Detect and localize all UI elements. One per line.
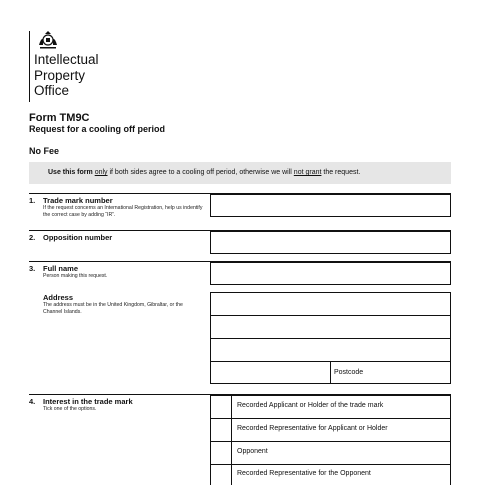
usage-notice-banner — [29, 162, 451, 184]
interest-option-2-label: Recorded Representative for Applicant or Holder — [237, 425, 388, 432]
interest-option-1-checkbox[interactable] — [211, 396, 231, 418]
trade-mark-number-input[interactable] — [210, 194, 451, 217]
form-title: Form TM9C — [29, 112, 90, 124]
interest-option-3-label: Opponent — [237, 448, 268, 455]
logo-line-3: Office — [34, 83, 70, 98]
opposition-number-input[interactable] — [210, 231, 451, 254]
address-line-2-input[interactable] — [211, 316, 450, 338]
interest-option-4-label: Recorded Representative for the Opponent — [237, 470, 371, 477]
fee-label: No Fee — [29, 146, 60, 156]
q1-help: If the request concerns an International Registration, help us indentify the correct case by adding “IR”. — [43, 205, 203, 218]
logo-divider — [29, 31, 30, 102]
logo-wordmark — [34, 52, 99, 99]
form-subtitle: Request for a cooling off period — [29, 124, 166, 134]
interest-option-2-checkbox[interactable] — [211, 419, 231, 441]
interest-option-3-checkbox[interactable] — [211, 442, 231, 464]
interest-option-1-label: Recorded Applicant or Holder of the trade mark — [237, 402, 384, 409]
address-line-4-input[interactable] — [211, 362, 330, 384]
address-help: The address must be in the United Kingdom, Gibraltar, or the Channel Islands. — [43, 302, 183, 315]
notice-middle-text: if both sides agree to a cooling off period, otherwise we will — [107, 169, 294, 176]
interest-option-4-checkbox[interactable] — [211, 465, 231, 480]
logo-line-1: Intellectual — [34, 52, 99, 67]
q1-number: 1. — [29, 196, 36, 205]
notice-not-grant-text: not grant — [293, 169, 322, 176]
royal-coat-of-arms-icon — [37, 30, 59, 50]
interest-row-divider-3 — [210, 464, 451, 465]
address-line-3-input[interactable] — [211, 339, 450, 361]
interest-row-divider-1 — [210, 418, 451, 419]
notice-bold-text: Use this form — [48, 169, 93, 176]
q4-title: Interest in the trade mark — [43, 397, 133, 406]
q3-number: 3. — [29, 264, 36, 273]
q3-help: Person making this request. — [43, 273, 108, 279]
logo-line-2: Property — [34, 67, 86, 83]
postcode-divider — [330, 361, 331, 384]
notice-end-text: the request. — [321, 169, 361, 176]
q2-title: Opposition number — [43, 233, 113, 242]
interest-tick-column-divider — [231, 395, 232, 485]
full-name-input[interactable] — [210, 262, 451, 285]
q3-title: Full name — [43, 264, 79, 273]
q1-title: Trade mark number — [43, 196, 113, 205]
q4-help: Tick one of the options. — [43, 406, 97, 412]
address-title: Address — [43, 293, 74, 302]
q4-number: 4. — [29, 397, 36, 406]
q2-number: 2. — [29, 233, 36, 242]
interest-row-divider-2 — [210, 441, 451, 442]
postcode-label: Postcode — [334, 369, 364, 376]
address-line-1-input[interactable] — [211, 293, 450, 315]
notice-only-text: only — [94, 169, 108, 176]
